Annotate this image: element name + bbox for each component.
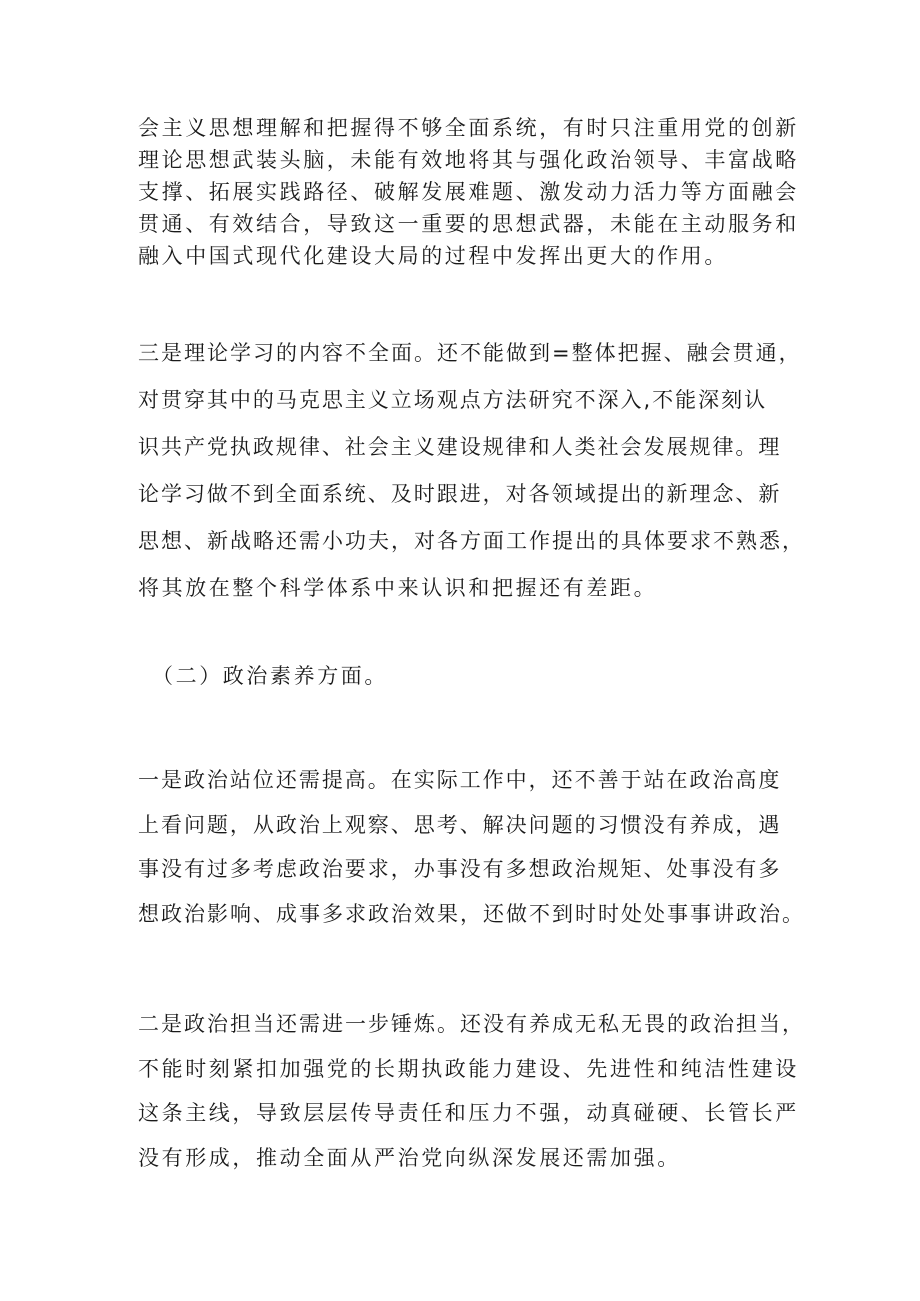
section-heading xyxy=(152,662,388,690)
text-line: 会主义思想理解和把握得不够全面系统，有时只注重用党的创新 xyxy=(138,116,799,140)
text-line: 识共产党执政规律、社会主义建设规律和人类社会发展规律。理 xyxy=(138,435,782,459)
text-line: 事没有过多考虑政治要求，办事没有多想政治规矩、处事没有多 xyxy=(138,857,782,881)
text-line: 这条主线，导致层层传导责任和压力不强，动真碰硬、长管长严 xyxy=(138,1101,799,1125)
heading-text: （二）政治素养方面。 xyxy=(152,664,388,688)
text-line: 对贯穿其中的马克思主义立场观点方法研究不深入,不能深刻认 xyxy=(138,388,768,412)
text-line: 二是政治担当还需进一步锤炼。还没有养成无私无畏的政治担当， xyxy=(138,1012,805,1036)
text-line: 没有形成，推动全面从严治党向纵深发展还需加强。 xyxy=(138,1145,681,1170)
paragraph-theory-integration xyxy=(138,112,799,272)
text-line: 支撑、拓展实践路径、破解发展难题、激发动力活力等方面融会 xyxy=(138,180,799,204)
text-line: 理论思想武装头脑，未能有效地将其与强化政治领导、丰富战略 xyxy=(138,148,799,172)
text-line: 论学习做不到全面系统、及时跟进，对各领域提出的新理念、新 xyxy=(138,482,782,506)
paragraph-political-stance xyxy=(138,758,805,936)
text-line: 不能时刻紧扣加强党的长期执政能力建设、先进性和纯洁性建设 xyxy=(138,1056,799,1081)
text-line: 三是理论学习的内容不全面。还不能做到=整体把握、融会贯通， xyxy=(138,341,802,365)
paragraph-theory-study-content xyxy=(138,330,805,612)
paragraph-political-responsibility xyxy=(138,1002,805,1180)
text-line: 融入中国式现代化建设大局的过程中发挥出更大的作用。 xyxy=(138,244,728,268)
text-line: 将其放在整个科学体系中来认识和把握还有差距。 xyxy=(138,576,658,600)
text-line: 上看问题，从政治上观察、思考、解决问题的习惯没有养成，遇 xyxy=(138,812,782,837)
text-line: 思想、新战略还需小功夫，对各方面工作提出的具体要求不熟悉， xyxy=(138,529,805,553)
text-line: 想政治影响、成事多求政治效果，还做不到时时处处事事讲政治。 xyxy=(138,901,805,926)
text-line: 一是政治站位还需提高。在实际工作中，还不善于站在政治高度 xyxy=(138,768,782,792)
text-line: 贯通、有效结合，导致这一重要的思想武器，未能在主动服务和 xyxy=(138,212,799,236)
